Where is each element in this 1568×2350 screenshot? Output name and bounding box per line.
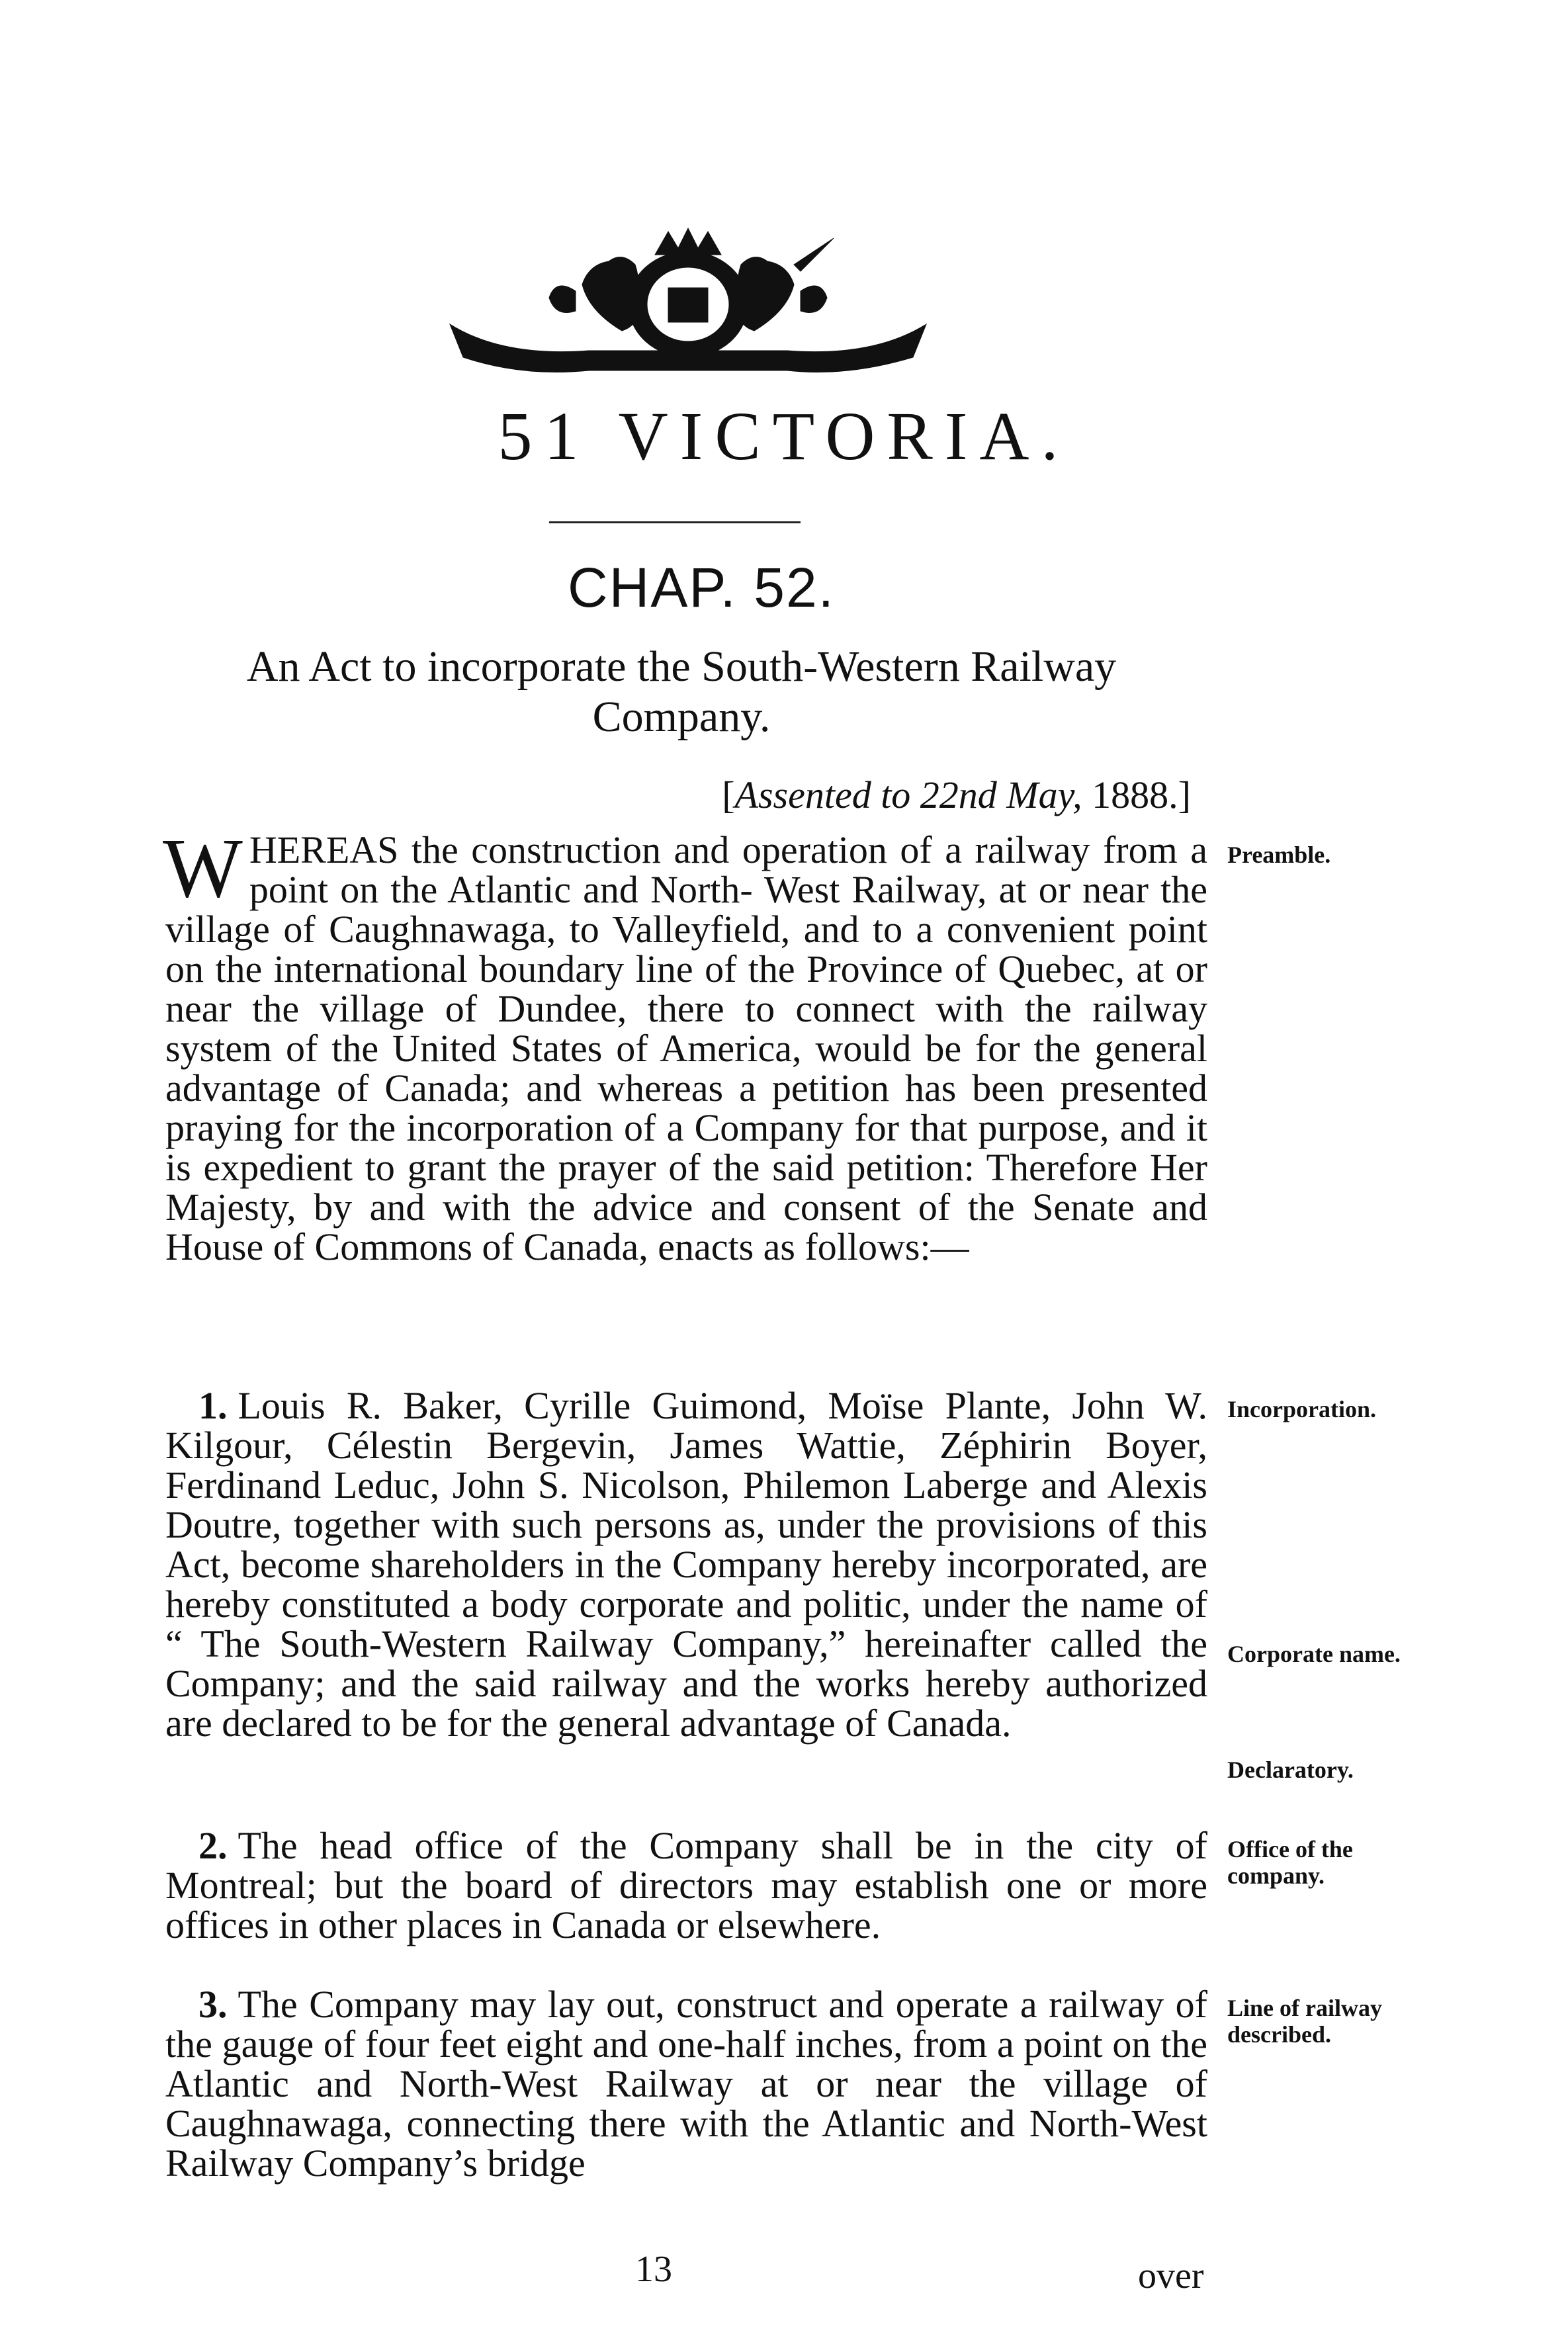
act-title: An Act to incorporate the South-Western Railway Company. [246,642,1117,741]
assent-date: [Assented to 22nd May, 1888.] [722,773,1191,816]
preamble-paragraph [163,821,1207,1268]
section-text: Louis R. Baker, Cyrille Guimond, Moïse Plante, John W. Kilgour, Célestin Bergevin, James Wattie, Zéphirin Boyer, Ferdinand Leduc, John S. Nicolson, Philemon Laberge and Alexis Doutre, together with such persons as, under the provisions of this Act, become shareholders in the Company hereby incorporated, are hereby constituted a body corporate and politic, under the name of “ The South-Western Railway Company,” hereinafter called the Company; and the said railway and the works hereby authorized are declared to be for the general advantage of Canada. [165,1384,1207,1745]
chapter-heading: CHAP. 52. [568,556,835,619]
page-number: 13 [635,2249,672,2290]
royal-coat-of-arms-icon [423,225,953,384]
section-1 [165,1386,1207,1743]
section-3 [165,1985,1207,2183]
margin-note-line: Line of railway described. [1227,1995,1382,2048]
catchword: over [1138,2255,1204,2296]
section-number: 2. [198,1824,228,1867]
assent-label: Assented to 22nd May, [734,773,1082,816]
margin-note-corporate-name: Corporate name. [1227,1641,1401,1667]
section-number: 3. [198,1983,228,2026]
preamble-text: HEREAS the construction and operation of a railway from a point on the Atlantic and North- West Railway, at or near the village of Caughnawaga, to Valleyfield, and to a convenient point on the international boundary line of the Province of Quebec, at or near the village of Dundee, there to connect with the railway system of the United States of America, would be for the general advantage of Canada; and whereas a petition has been presented praying for the incorporation of a Company for that purpose, and it is expedient to grant the prayer of the said petition: Therefore Her Majesty, by and with the advice and consent of the Senate and House of Commons of Canada, enacts as follows:— [165,828,1207,1268]
margin-note-office: Office of the company. [1227,1836,1353,1889]
margin-note-incorporation: Incorporation. [1227,1396,1376,1422]
margin-note-declaratory: Declaratory. [1227,1757,1354,1783]
section-text: The Company may lay out, construct and operate a railway of the gauge of four feet eight and one-half inches, from a point on the Atlantic and North-West Railway at or near the village of Caughnawaga, connecting there with the Atlantic and North-West Railway Company’s bridge [165,1983,1207,2185]
section-number: 1. [198,1384,228,1427]
title-rule [549,521,801,523]
section-text: The head office of the Company shall be in the city of Montreal; but the board of directors may establish one or more offices in other places in Canada or elsewhere. [165,1824,1207,1946]
drop-cap: W [163,821,243,915]
page-title: 51 VICTORIA. [498,398,1070,474]
margin-note-preamble: Preamble. [1227,842,1331,868]
section-2 [165,1826,1207,1945]
